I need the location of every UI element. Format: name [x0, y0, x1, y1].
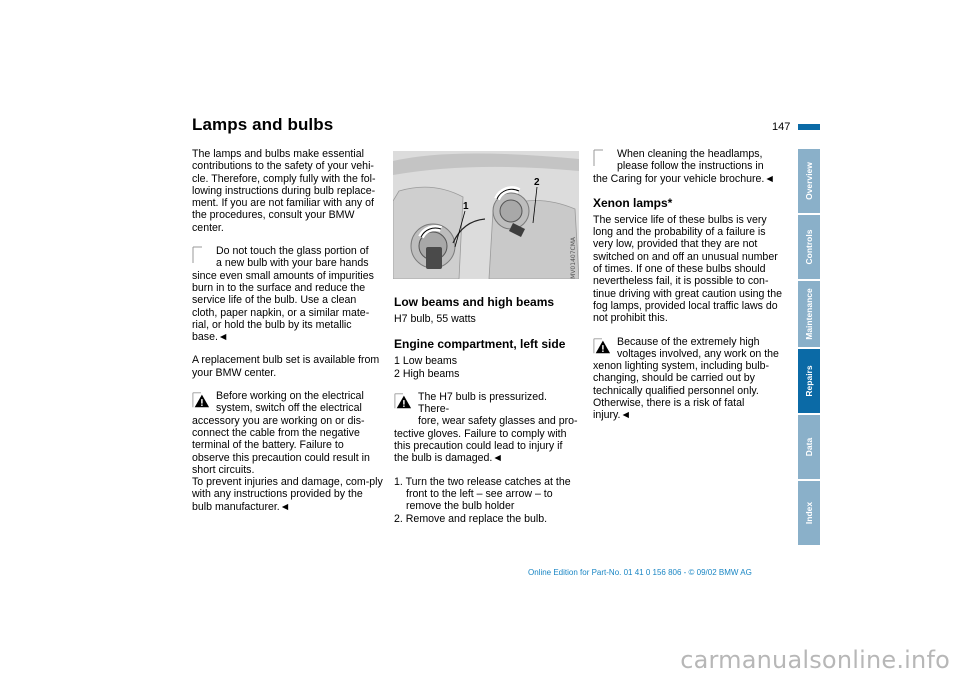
- note-cleaning-lead: When cleaning the headlamps,: [617, 148, 763, 160]
- warning-h7-rest: tective gloves. Failure to comply with this precaution could lead to injury if the bulb is damaged.◄: [394, 427, 567, 465]
- legend-item: 1 Low beams: [394, 355, 458, 368]
- engine-illustration-svg: [393, 151, 579, 279]
- note-cleaning-line2: please follow the instructions in: [617, 160, 764, 173]
- tab-overview[interactable]: [798, 149, 820, 215]
- warning-electrical-line2: system, switch off the electrical: [216, 402, 362, 415]
- warning-xenon: [593, 336, 785, 422]
- warning-xenon-lead: Because of the extremely high: [617, 335, 760, 348]
- page-title: Lamps and bulbs: [192, 115, 334, 134]
- warning-h7: [394, 391, 578, 465]
- step-1: 1. Turn the two release catches at the front to the left – see arrow – to remove the bulb holder: [394, 475, 571, 513]
- column-right: [593, 148, 785, 433]
- tab-label: Repairs: [804, 365, 814, 397]
- callout-1: 1: [463, 201, 469, 212]
- tab-repairs[interactable]: [798, 349, 820, 415]
- photo-code: MV01407CMA: [570, 237, 577, 279]
- warning-icon: [192, 391, 210, 409]
- note-glass-rest: since even small amounts of impurities burn in to the surface and reduce the service life of the bulb. Use a clean cloth, paper napkin, or a similar mate-rial, or hold the bulb by its metallic base.◄: [192, 269, 374, 344]
- engine-compartment-illustration: [393, 151, 579, 279]
- note-glass-line2: a new bulb with your bare hands: [216, 257, 369, 270]
- watermark: carmanualsonline.info: [680, 646, 950, 674]
- note-cleaning: [593, 148, 785, 185]
- note-icon: [192, 246, 210, 264]
- note-glass-lead: Do not touch the glass portion of: [216, 245, 369, 258]
- warning-icon: [593, 337, 611, 355]
- beams-spec: H7 bulb, 55 watts: [394, 313, 476, 325]
- tab-label: Index: [804, 501, 814, 525]
- warning-electrical-manufacturer: To prevent injuries and damage, com-ply with any instructions provided by the bulb manufacturer.◄: [192, 476, 383, 513]
- tab-controls[interactable]: [798, 215, 820, 281]
- page-number-marker: [798, 124, 820, 130]
- tab-maintenance[interactable]: [798, 281, 820, 349]
- footer-edition: Online Edition for Part-No. 01 41 0 156 806 - © 09/02 BMW AG: [528, 568, 752, 577]
- column-middle: [394, 295, 578, 525]
- legend-item: 2 High beams: [394, 367, 460, 380]
- heading-engine-compartment: Engine compartment, left side: [394, 337, 566, 352]
- tab-label: Data: [804, 437, 814, 457]
- column-left: [192, 148, 384, 524]
- note-glass: [192, 245, 384, 343]
- note-icon: [593, 149, 611, 167]
- heading-xenon: Xenon lamps*: [593, 195, 673, 210]
- step-2: 2. Remove and replace the bulb.: [394, 512, 548, 525]
- tab-label: Maintenance: [804, 288, 814, 340]
- warning-h7-line2: fore, wear safety glasses and pro-: [418, 415, 578, 428]
- warning-electrical-rest: accessory you are working on or dis-connect the cable from the negative terminal of the battery. Failure to observe this precaution could result in short circuits.: [192, 414, 370, 476]
- section-sidebar: [798, 149, 820, 547]
- tab-label: Overview: [804, 162, 814, 200]
- warning-electrical: [192, 390, 384, 513]
- heading-beams: Low beams and high beams: [394, 295, 555, 309]
- tab-label: Controls: [804, 229, 814, 265]
- intro-paragraph: The lamps and bulbs make essential contributions to the safety of your vehi-cle. Therefore, comply fully with the fol-lowing instructions during bulb replace-ment. If you are not familiar with any of the procedures, consult your BMW center.: [192, 148, 376, 234]
- warning-electrical-lead: Before working on the electrical: [216, 390, 364, 403]
- warning-h7-lead: The H7 bulb is pressurized. There-: [418, 390, 547, 416]
- replacement-paragraph: A replacement bulb set is available from your BMW center.: [192, 354, 380, 379]
- warning-xenon-rest: xenon lighting system, including bulb-changing, should be carried out by technically qualified personnel only. Otherwise, there is a risk of fatal injury.◄: [593, 360, 770, 422]
- page-number: 147: [772, 121, 791, 133]
- xenon-paragraph: The service life of these bulbs is very long and the probability of a failure is very low, provided that they are not switched on and off an unusual number of times. If one of these bulbs should nevertheless fail, it is possible to con-tinue driving with great caution using the fog lamps, provided local traffic laws do not prohibit this.: [593, 213, 783, 325]
- tab-data[interactable]: [798, 415, 820, 481]
- warning-xenon-line2: voltages involved, any work on the: [617, 347, 779, 360]
- tab-index[interactable]: [798, 481, 820, 547]
- note-cleaning-rest: the Caring for your vehicle brochure.◄: [593, 172, 775, 185]
- warning-icon: [394, 392, 412, 410]
- callout-2: 2: [534, 177, 540, 188]
